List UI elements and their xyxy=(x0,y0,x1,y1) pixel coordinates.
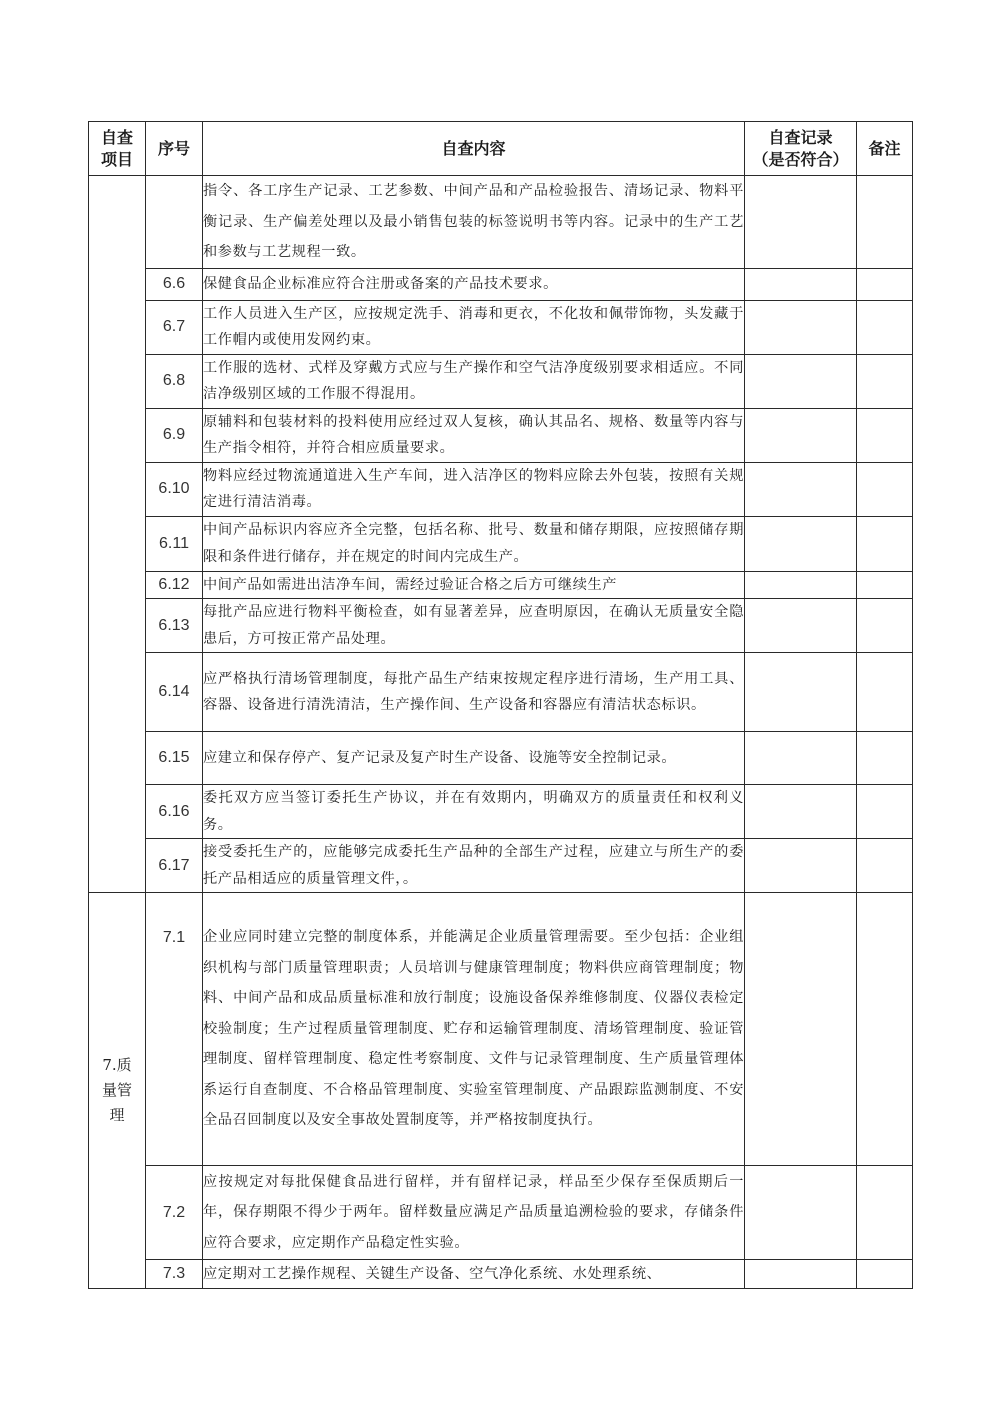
table-row xyxy=(89,176,913,269)
remark-cell[interactable] xyxy=(857,653,913,732)
header-category: 自查 项目 xyxy=(89,122,146,176)
record-cell[interactable] xyxy=(745,516,857,571)
row-content: 指令、各工序生产记录、工艺参数、中间产品和产品检验报告、清场记录、物料平衡记录、生产偏差处理以及最小销售包装的标签说明书等内容。记录中的生产工艺和参数与工艺规程一致。 xyxy=(203,176,745,269)
row-number: 6.13 xyxy=(146,599,203,653)
table-row xyxy=(89,462,913,516)
row-number: 7.2 xyxy=(146,1166,203,1260)
header-content: 自查内容 xyxy=(203,122,745,176)
table-row xyxy=(89,268,913,300)
row-number: 6.12 xyxy=(146,571,203,599)
row-content: 应定期对工艺操作规程、关键生产设备、空气净化系统、水处理系统、 xyxy=(203,1260,745,1289)
table-row xyxy=(89,732,913,785)
record-cell[interactable] xyxy=(745,785,857,839)
row-content: 保健食品企业标准应符合注册或备案的产品技术要求。 xyxy=(203,268,745,300)
record-cell[interactable] xyxy=(745,893,857,1166)
remark-cell[interactable] xyxy=(857,599,913,653)
row-number: 6.10 xyxy=(146,462,203,516)
row-number xyxy=(146,176,203,269)
record-cell[interactable] xyxy=(745,732,857,785)
remark-cell[interactable] xyxy=(857,516,913,571)
record-cell[interactable] xyxy=(745,571,857,599)
table-row xyxy=(89,893,913,1166)
row-content: 工作服的选材、式样及穿戴方式应与生产操作和空气洁净度级别要求相适应。不同洁净级别区域的工作服不得混用。 xyxy=(203,354,745,408)
record-cell[interactable] xyxy=(745,839,857,893)
record-cell[interactable] xyxy=(745,408,857,462)
record-cell[interactable] xyxy=(745,354,857,408)
record-cell[interactable] xyxy=(745,1166,857,1260)
table-row xyxy=(89,354,913,408)
row-number: 6.17 xyxy=(146,839,203,893)
row-content: 物料应经过物流通道进入生产车间，进入洁净区的物料应除去外包装，按照有关规定进行清洁消毒。 xyxy=(203,462,745,516)
remark-cell[interactable] xyxy=(857,300,913,354)
table-row xyxy=(89,408,913,462)
record-cell[interactable] xyxy=(745,268,857,300)
record-cell[interactable] xyxy=(745,300,857,354)
row-content: 工作人员进入生产区，应按规定洗手、消毒和更衣，不化妆和佩带饰物，头发藏于工作帽内或使用发网约束。 xyxy=(203,300,745,354)
table-row xyxy=(89,571,913,599)
row-content: 每批产品应进行物料平衡检查，如有显著差异，应查明原因，在确认无质量安全隐患后，方可按正常产品处理。 xyxy=(203,599,745,653)
row-content: 中间产品标识内容应齐全完整，包括名称、批号、数量和储存期限，应按照储存期限和条件进行储存，并在规定的时间内完成生产。 xyxy=(203,516,745,571)
header-number: 序号 xyxy=(146,122,203,176)
row-content: 原辅料和包装材料的投料使用应经过双人复核，确认其品名、规格、数量等内容与生产指令相符，并符合相应质量要求。 xyxy=(203,408,745,462)
row-number: 6.16 xyxy=(146,785,203,839)
category-cell-continued xyxy=(89,176,146,893)
table-row xyxy=(89,1166,913,1260)
row-number: 7.1 xyxy=(146,893,203,1166)
remark-cell[interactable] xyxy=(857,268,913,300)
remark-cell[interactable] xyxy=(857,176,913,269)
table-row xyxy=(89,839,913,893)
record-cell[interactable] xyxy=(745,653,857,732)
record-cell[interactable] xyxy=(745,599,857,653)
remark-cell[interactable] xyxy=(857,893,913,1166)
row-content: 应严格执行清场管理制度，每批产品生产结束按规定程序进行清场，生产用工具、容器、设备进行清洗清洁，生产操作间、生产设备和容器应有清洁状态标识。 xyxy=(203,653,745,732)
row-number: 6.9 xyxy=(146,408,203,462)
row-content: 中间产品如需进出洁净车间，需经过验证合格之后方可继续生产 xyxy=(203,571,745,599)
remark-cell[interactable] xyxy=(857,571,913,599)
row-number: 6.15 xyxy=(146,732,203,785)
record-cell[interactable] xyxy=(745,462,857,516)
row-content: 应建立和保存停产、复产记录及复产时生产设备、设施等安全控制记录。 xyxy=(203,732,745,785)
header-record: 自查记录 （是否符合） xyxy=(745,122,857,176)
header-remark: 备注 xyxy=(857,122,913,176)
row-content: 接受委托生产的，应能够完成委托生产品种的全部生产过程，应建立与所生产的委托产品相适应的质量管理文件，。 xyxy=(203,839,745,893)
remark-cell[interactable] xyxy=(857,1166,913,1260)
remark-cell[interactable] xyxy=(857,462,913,516)
row-content: 委托双方应当签订委托生产协议，并在有效期内，明确双方的质量责任和权利义务。 xyxy=(203,785,745,839)
table-row xyxy=(89,1260,913,1289)
remark-cell[interactable] xyxy=(857,408,913,462)
row-content: 应按规定对每批保健食品进行留样，并有留样记录，样品至少保存至保质期后一年，保存期限不得少于两年。留样数量应满足产品质量追溯检验的要求，存储条件应符合要求，应定期作产品稳定性实验。 xyxy=(203,1166,745,1260)
table-row xyxy=(89,300,913,354)
row-content: 企业应同时建立完整的制度体系，并能满足企业质量管理需要。至少包括：企业组织机构与部门质量管理职责；人员培训与健康管理制度；物料供应商管理制度；物料、中间产品和成品质量标准和放行制度；设施设备保养维修制度、仪器仪表检定校验制度；生产过程质量管理制度、贮存和运输管理制度、清场管理制度、验证管理制度、留样管理制度、稳定性考察制度、文件与记录管理制度、生产质量管理体系运行自查制度、不合格品管理制度、实验室管理制度、产品跟踪监测制度、不安全品召回制度以及安全事故处置制度等，并严格按制度执行。 xyxy=(203,893,745,1166)
record-cell[interactable] xyxy=(745,176,857,269)
remark-cell[interactable] xyxy=(857,732,913,785)
row-number: 6.8 xyxy=(146,354,203,408)
row-number: 6.11 xyxy=(146,516,203,571)
category-quality-management: 7.质量管理 xyxy=(89,893,146,1289)
row-number: 6.7 xyxy=(146,300,203,354)
remark-cell[interactable] xyxy=(857,785,913,839)
remark-cell[interactable] xyxy=(857,354,913,408)
remark-cell[interactable] xyxy=(857,1260,913,1289)
record-cell[interactable] xyxy=(745,1260,857,1289)
row-number: 7.3 xyxy=(146,1260,203,1289)
table-row xyxy=(89,599,913,653)
row-number: 6.6 xyxy=(146,268,203,300)
table-row xyxy=(89,785,913,839)
table-row xyxy=(89,516,913,571)
self-inspection-table xyxy=(88,121,913,1289)
header-row xyxy=(89,122,913,176)
row-number: 6.14 xyxy=(146,653,203,732)
remark-cell[interactable] xyxy=(857,839,913,893)
table-row xyxy=(89,653,913,732)
